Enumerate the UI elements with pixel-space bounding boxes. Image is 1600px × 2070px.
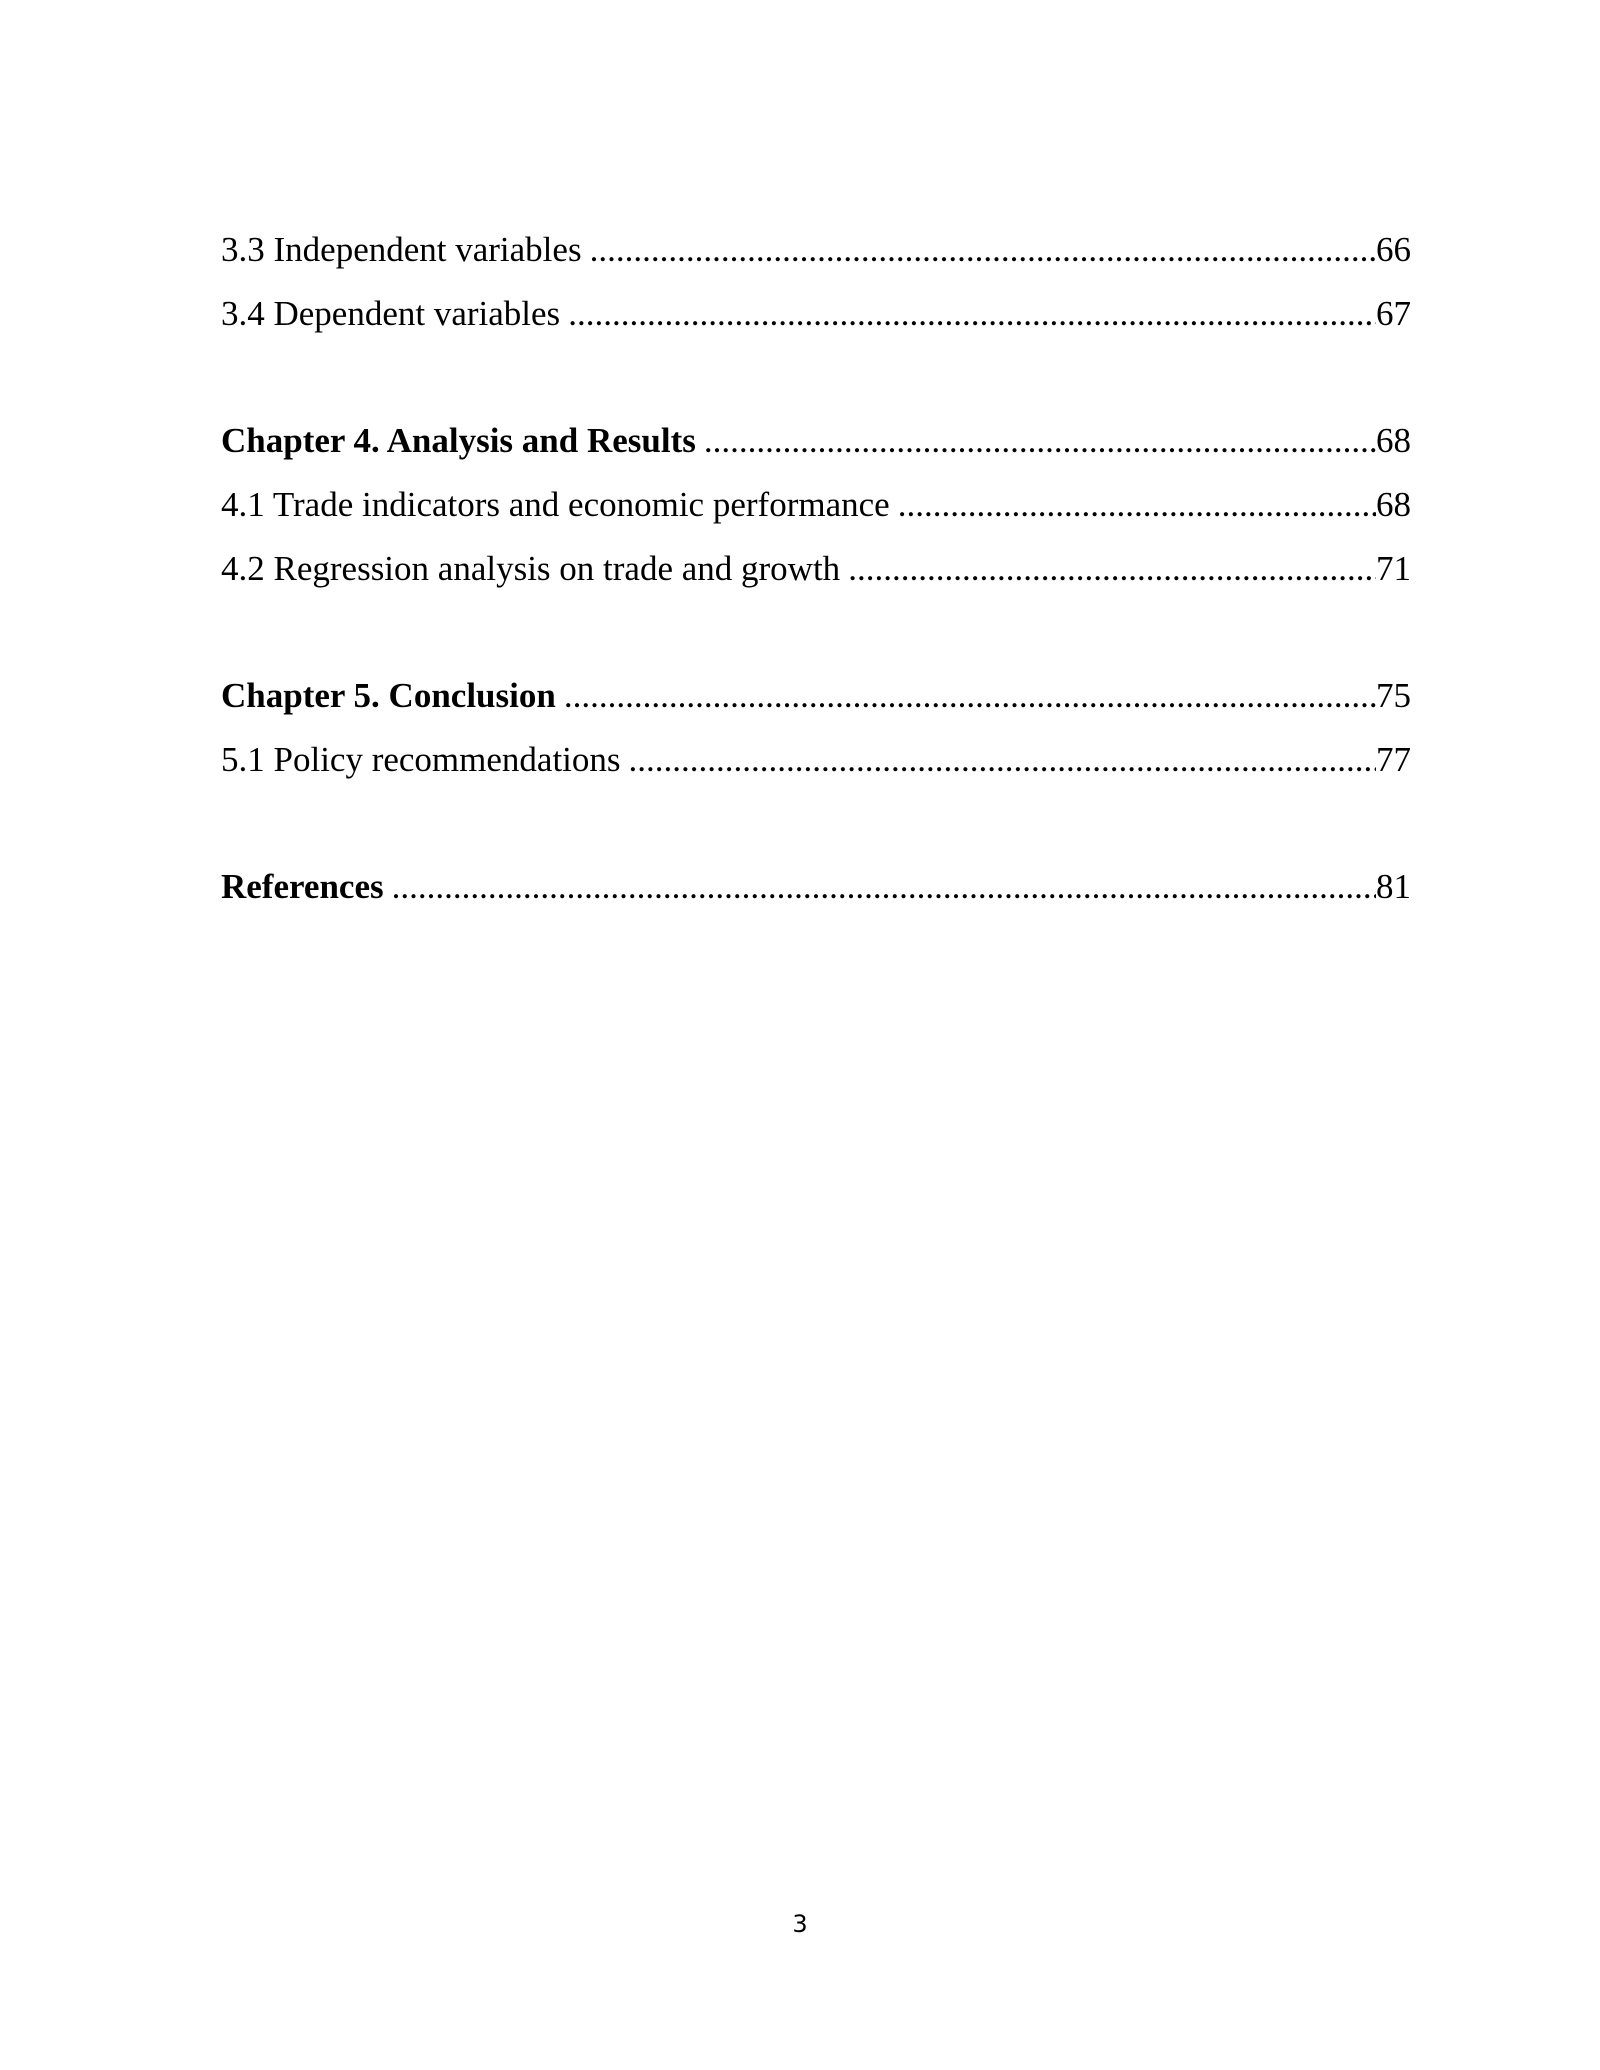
toc-entry-title: 5.1 Policy recommendations — [221, 740, 621, 779]
toc-entry-title: 3.4 Dependent variables — [221, 294, 561, 333]
toc-entry-3-4[interactable] — [221, 282, 1411, 346]
toc-entry-references[interactable] — [221, 855, 1411, 919]
toc-entry-page: 68 — [1376, 485, 1411, 524]
toc-dot-leader — [590, 218, 1376, 282]
toc-dot-leader — [848, 537, 1376, 601]
toc-dot-leader — [898, 473, 1376, 537]
toc-entry-4-2[interactable] — [221, 537, 1411, 601]
toc-entry-page: 77 — [1376, 740, 1411, 779]
toc-entry-title: 4.1 Trade indicators and economic performance — [221, 485, 890, 524]
toc-entry-3-3[interactable] — [221, 218, 1411, 282]
toc-entry-4-1[interactable] — [221, 473, 1411, 537]
toc-entry-page: 66 — [1376, 230, 1411, 269]
toc-spacer — [221, 792, 1411, 855]
toc-entry-title: 4.2 Regression analysis on trade and growth — [221, 549, 841, 588]
toc-entry-page: 81 — [1376, 867, 1411, 906]
toc-entry-title: Chapter 4. Analysis and Results — [221, 421, 696, 460]
toc-dot-leader — [564, 664, 1376, 728]
toc-entry-page: 68 — [1376, 421, 1411, 460]
toc-entry-title: Chapter 5. Conclusion — [221, 676, 556, 715]
toc-entry-chapter-5[interactable] — [221, 664, 1411, 728]
toc-dot-leader — [704, 409, 1376, 473]
toc-dot-leader — [392, 855, 1376, 919]
toc-entry-page: 75 — [1376, 676, 1411, 715]
toc-spacer — [221, 346, 1411, 409]
toc-spacer — [221, 601, 1411, 664]
toc-entry-chapter-4[interactable] — [221, 409, 1411, 473]
toc-entry-page: 67 — [1376, 294, 1411, 333]
toc-dot-leader — [629, 728, 1376, 792]
table-of-contents — [221, 218, 1411, 919]
toc-entry-5-1[interactable] — [221, 728, 1411, 792]
page-number: 3 — [792, 1910, 808, 1938]
toc-entry-title: 3.3 Independent variables — [221, 230, 582, 269]
toc-dot-leader — [568, 282, 1376, 346]
toc-entry-page: 71 — [1376, 549, 1411, 588]
toc-entry-title: References — [221, 867, 384, 906]
